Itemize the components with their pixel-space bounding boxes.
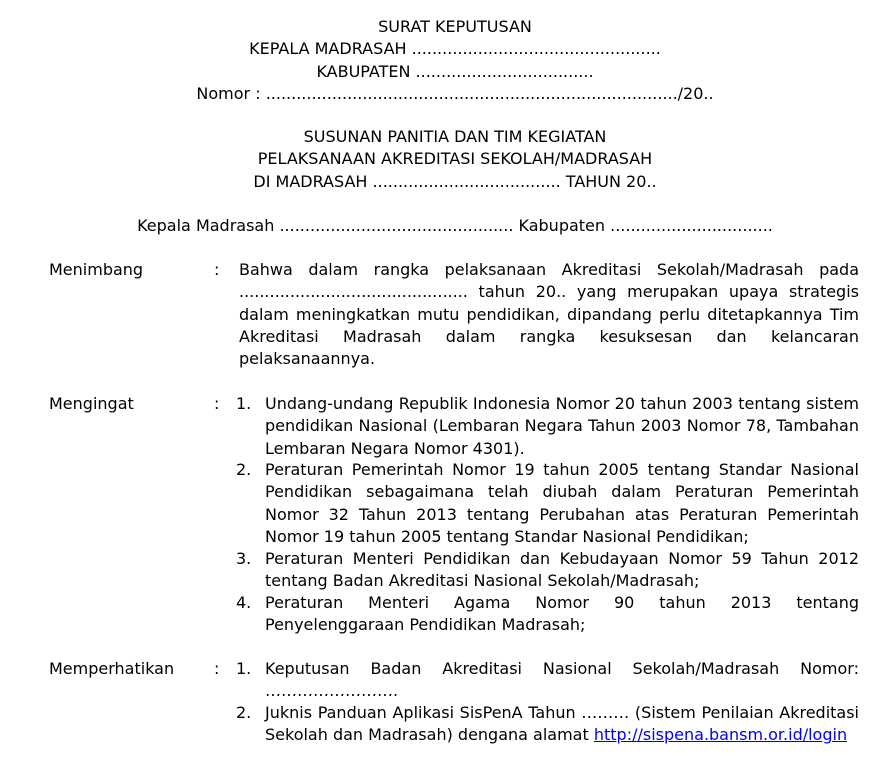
mengingat-item-4-text: Peraturan Menteri Agama Nomor 90 tahun 2013 tentang Penyelenggaraan Pendidikan Madrasah; bbox=[265, 593, 859, 635]
menimbang-colon: : bbox=[214, 260, 220, 279]
memperhatikan-colon: : bbox=[214, 659, 220, 678]
mengingat-item-4-number: 4. bbox=[236, 593, 252, 612]
menimbang-text: Bahwa dalam rangka pelaksanaan Akreditasi Sekolah/Madrasah pada ............................................. tahun 20.. yang merupakan upaya strategis dalam meningkatkan mutu pendidikan, dipandang perlu ditetapkannya Tim Akreditasi Madrasah dalam rangka kesuksesan dan kelancaran pelaksanaannya. bbox=[239, 260, 859, 369]
memperhatikan-label: Memperhatikan bbox=[49, 659, 175, 678]
mengingat-item-3-number: 3. bbox=[236, 549, 252, 568]
memperhatikan-item-2-body bbox=[265, 702, 859, 747]
sispena-login-link[interactable]: http://sispena.bansm.or.id/login bbox=[593, 725, 848, 745]
header-kepala-madrasah: KEPALA MADRASAH ................................................. bbox=[249, 39, 661, 58]
title-line-1: SUSUNAN PANITIA DAN TIM KEGIATAN bbox=[303, 127, 607, 146]
memperhatikan-item-2-text: Juknis Panduan Aplikasi SisPenA Tahun ……… (Sistem Penilaian Akreditasi Sekolah dan Madrasah) dengana alamat bbox=[265, 703, 859, 745]
title-line-3: DI MADRASAH ..................................... TAHUN 20.. bbox=[253, 172, 657, 191]
memperhatikan-item-1-text: Keputusan Badan Akreditasi Nasional Sekolah/Madrasah Nomor: ……………………. bbox=[265, 659, 859, 701]
mengingat-item-1-number: 1. bbox=[236, 394, 252, 413]
header-title: SURAT KEPUTUSAN bbox=[378, 17, 532, 36]
mengingat-colon: : bbox=[214, 394, 220, 413]
mengingat-item-2-text: Peraturan Pemerintah Nomor 19 tahun 2005 tentang Standar Nasional Pendidikan sebagaimana telah diubah dalam Peraturan Pemerintah Nomor 32 Tahun 2013 tentang Perubahan atas Peraturan Pemerintah Nomor 19 tahun 2005 tentang Standar Nasional Pendidikan; bbox=[265, 460, 859, 546]
memperhatikan-item-1-number: 1. bbox=[236, 659, 252, 678]
mengingat-item-2-number: 2. bbox=[236, 460, 252, 479]
menimbang-label: Menimbang bbox=[49, 260, 144, 279]
mengingat-item-1-text: Undang-undang Republik Indonesia Nomor 20 tahun 2003 tentang sistem pendidikan Nasional (Lembaran Negara Tahun 2003 Nomor 78, Tambahan Lembaran Negara Nomor 4301). bbox=[265, 394, 859, 458]
memperhatikan-item-2-number: 2. bbox=[236, 703, 252, 722]
title-line-2: PELAKSANAAN AKREDITASI SEKOLAH/MADRASAH bbox=[257, 149, 653, 168]
header-nomor: Nomor : ................................................................................./20.. bbox=[196, 84, 714, 103]
mengingat-label: Mengingat bbox=[49, 394, 134, 413]
intro-line: Kepala Madrasah .............................................. Kabupaten ................................ bbox=[137, 216, 773, 235]
header-kabupaten: KABUPATEN ................................... bbox=[316, 62, 594, 81]
mengingat-item-3-text: Peraturan Menteri Pendidikan dan Kebudayaan Nomor 59 Tahun 2012 tentang Badan Akreditasi Nasional Sekolah/Madrasah; bbox=[265, 549, 859, 591]
